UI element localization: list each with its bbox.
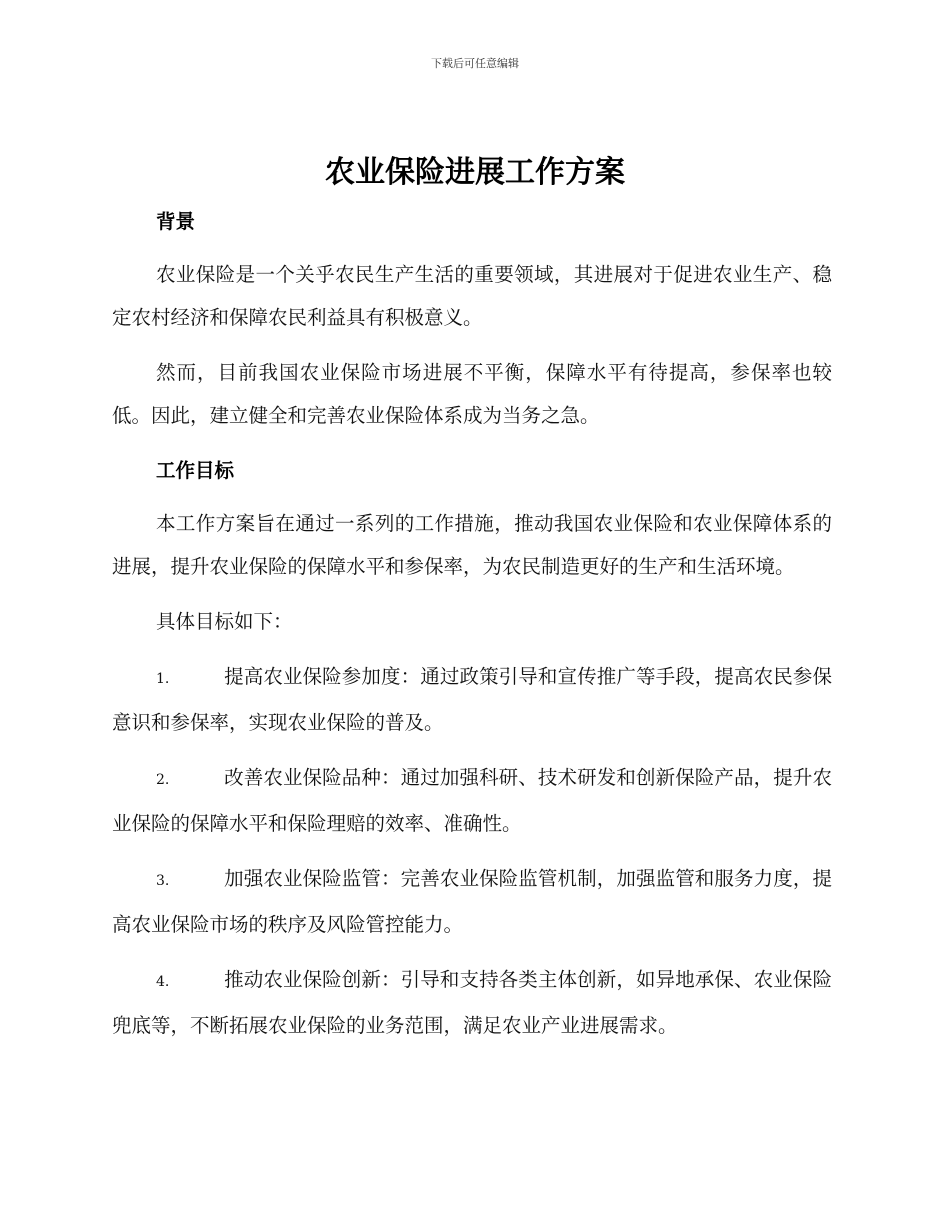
background-paragraph-2: 然而，目前我国农业保险市场进展不平衡，保障水平有待提高，参保率也较低。因此，建立健全和完善农业保险体系成为当务之急。 — [112, 361, 832, 427]
document-body — [112, 200, 832, 1047]
list-item-number: 2. — [156, 772, 170, 788]
list-item-number: 3. — [156, 873, 170, 889]
background-paragraph-1: 农业保险是一个关乎农民生产生活的重要领域，其进展对于促进农业生产、稳定农村经济和保障农民利益具有积极意义。 — [112, 263, 832, 329]
section-heading-background: 背景 — [156, 210, 196, 233]
goals-paragraph-2: 具体目标如下： — [156, 610, 293, 633]
list-item — [112, 756, 832, 845]
list-item — [112, 857, 832, 946]
list-item-text: 提高农业保险参加度：通过政策引导和宣传推广等手段，提高农民参保意识和参保率，实现农业保险的普及。 — [112, 665, 832, 734]
list-item-text: 改善农业保险品种：通过加强科研、技术研发和创新保险产品，提升农业保险的保障水平和保险理赔的效率、准确性。 — [112, 766, 832, 835]
list-item — [112, 958, 832, 1047]
list-item-text: 加强农业保险监管：完善农业保险监管机制，加强监管和服务力度，提高农业保险市场的秩序及风险管控能力。 — [112, 867, 832, 936]
list-item-number: 1. — [156, 671, 170, 687]
section-heading-goals: 工作目标 — [156, 459, 235, 482]
document-title: 农业保险进展工作方案 — [325, 155, 625, 190]
list-item-number: 4. — [156, 974, 170, 990]
header-note: 下载后可任意编辑 — [431, 57, 519, 70]
list-item-text: 推动农业保险创新：引导和支持各类主体创新，如异地承保、农业保险兜底等，不断拓展农业保险的业务范围，满足农业产业进展需求。 — [112, 968, 832, 1037]
list-item — [112, 655, 832, 744]
goals-paragraph-1: 本工作方案旨在通过一系列的工作措施，推动我国农业保险和农业保障体系的进展，提升农业保险的保障水平和参保率，为农民制造更好的生产和生活环境。 — [112, 512, 832, 578]
